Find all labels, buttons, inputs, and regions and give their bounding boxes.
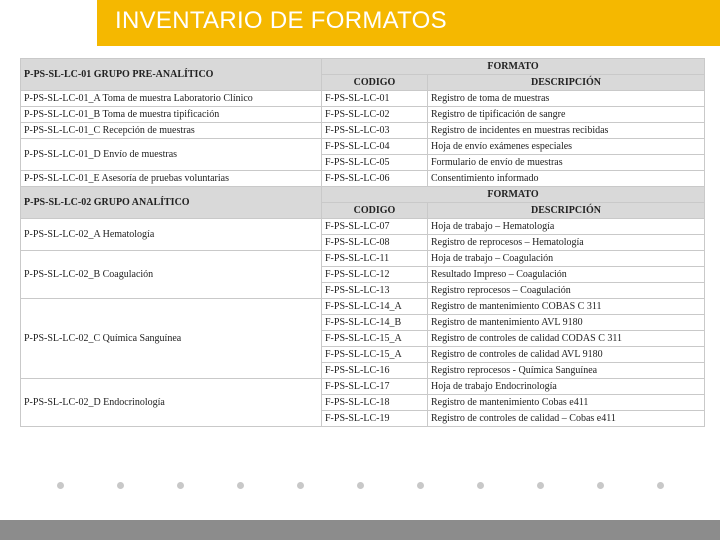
format-code: F-PS-SL-LC-12 <box>322 267 428 283</box>
format-description: Registro de incidentes en muestras recibidas <box>428 123 705 139</box>
formato-header: FORMATO <box>322 187 705 203</box>
format-code: F-PS-SL-LC-04 <box>322 139 428 155</box>
procedure-name: P-PS-SL-LC-02_C Química Sanguínea <box>21 299 322 379</box>
format-description: Registro de tipificación de sangre <box>428 107 705 123</box>
format-description: Hoja de trabajo Endocrinología <box>428 379 705 395</box>
format-description: Registro de controles de calidad CODAS C 311 <box>428 331 705 347</box>
procedure-name: P-PS-SL-LC-02_A Hematología <box>21 219 322 251</box>
format-description: Hoja de envío exámenes especiales <box>428 139 705 155</box>
format-description: Hoja de trabajo – Hematología <box>428 219 705 235</box>
format-code: F-PS-SL-LC-01 <box>322 91 428 107</box>
format-code: F-PS-SL-LC-02 <box>322 107 428 123</box>
slide-dot <box>297 482 304 489</box>
format-code: F-PS-SL-LC-14_B <box>322 315 428 331</box>
procedure-name: P-PS-SL-LC-01_B Toma de muestra tipificación <box>21 107 322 123</box>
formato-header: FORMATO <box>322 59 705 75</box>
group-header: P-PS-SL-LC-01 GRUPO PRE-ANALÍTICO <box>21 59 322 91</box>
procedure-name: P-PS-SL-LC-01_C Recepción de muestras <box>21 123 322 139</box>
format-code: F-PS-SL-LC-18 <box>322 395 428 411</box>
procedure-name: P-PS-SL-LC-02_D Endocrinología <box>21 379 322 427</box>
footer-bar <box>0 520 720 540</box>
procedure-name: P-PS-SL-LC-01_A Toma de muestra Laboratorio Clínico <box>21 91 322 107</box>
format-description: Registro de mantenimiento Cobas e411 <box>428 395 705 411</box>
table-row <box>21 171 705 187</box>
slide-dot <box>417 482 424 489</box>
table-row <box>21 379 705 395</box>
format-code: F-PS-SL-LC-15_A <box>322 331 428 347</box>
format-code: F-PS-SL-LC-16 <box>322 363 428 379</box>
format-code: F-PS-SL-LC-17 <box>322 379 428 395</box>
format-code: F-PS-SL-LC-06 <box>322 171 428 187</box>
formats-table <box>20 58 705 427</box>
descripcion-header: DESCRIPCIÓN <box>428 203 705 219</box>
format-description: Consentimiento informado <box>428 171 705 187</box>
format-description: Hoja de trabajo – Coagulación <box>428 251 705 267</box>
format-description: Registro de mantenimiento AVL 9180 <box>428 315 705 331</box>
procedure-name: P-PS-SL-LC-01_D Envío de muestras <box>21 139 322 171</box>
table-row <box>21 219 705 235</box>
format-code: F-PS-SL-LC-03 <box>322 123 428 139</box>
codigo-header: CODIGO <box>322 75 428 91</box>
format-description: Registro reprocesos - Química Sanguínea <box>428 363 705 379</box>
format-code: F-PS-SL-LC-11 <box>322 251 428 267</box>
table-row <box>21 251 705 267</box>
slide-dot <box>657 482 664 489</box>
table-row <box>21 91 705 107</box>
format-description: Registro de reprocesos – Hematología <box>428 235 705 251</box>
procedure-name: P-PS-SL-LC-01_E Asesoría de pruebas voluntarias <box>21 171 322 187</box>
page-title: INVENTARIO DE FORMATOS <box>115 7 447 34</box>
format-code: F-PS-SL-LC-19 <box>322 411 428 427</box>
format-code: F-PS-SL-LC-15_A <box>322 347 428 363</box>
table-row <box>21 299 705 315</box>
format-description: Registro de controles de calidad AVL 9180 <box>428 347 705 363</box>
table-row <box>21 139 705 155</box>
descripcion-header: DESCRIPCIÓN <box>428 75 705 91</box>
format-description: Registro reprocesos – Coagulación <box>428 283 705 299</box>
slide-dot <box>537 482 544 489</box>
format-description: Resultado Impreso – Coagulación <box>428 267 705 283</box>
format-code: F-PS-SL-LC-14_A <box>322 299 428 315</box>
table-row <box>21 123 705 139</box>
slide-dot <box>237 482 244 489</box>
slide-dots <box>0 482 720 492</box>
procedure-name: P-PS-SL-LC-02_B Coagulación <box>21 251 322 299</box>
slide-dot <box>357 482 364 489</box>
slide-dot <box>177 482 184 489</box>
formats-table-container <box>20 58 704 427</box>
format-description: Registro de mantenimiento COBAS C 311 <box>428 299 705 315</box>
slide-dot <box>477 482 484 489</box>
slide-dot <box>117 482 124 489</box>
table-row <box>21 107 705 123</box>
format-description: Registro de toma de muestras <box>428 91 705 107</box>
codigo-header: CODIGO <box>322 203 428 219</box>
format-code: F-PS-SL-LC-13 <box>322 283 428 299</box>
format-description: Formulario de envío de muestras <box>428 155 705 171</box>
format-code: F-PS-SL-LC-08 <box>322 235 428 251</box>
format-description: Registro de controles de calidad – Cobas e411 <box>428 411 705 427</box>
group-header: P-PS-SL-LC-02 GRUPO ANALÍTICO <box>21 187 322 219</box>
slide-dot <box>597 482 604 489</box>
format-code: F-PS-SL-LC-05 <box>322 155 428 171</box>
format-code: F-PS-SL-LC-07 <box>322 219 428 235</box>
slide-dot <box>57 482 64 489</box>
